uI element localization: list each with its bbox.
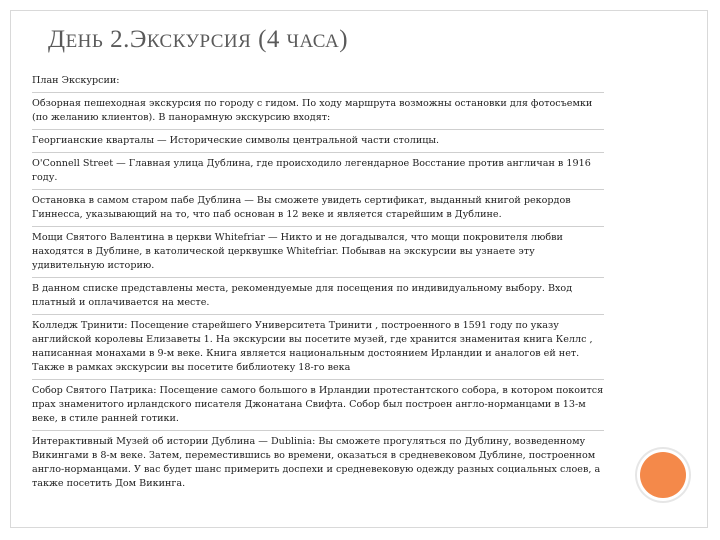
paragraph-st-valentine: Мощи Святого Валентина в церкви Whitefriar — Никто и не догадывался, что мощи покровителя любви находятся в Дублине, в католической церквушке Whitefriar. Побывав на экскурсии вы узнаете эту удивительную историю.: [32, 227, 604, 278]
paragraph-georgian-quarters: Георгианские кварталы — Исторические символы центральной части столицы.: [32, 130, 604, 153]
paragraph-dublinia: Интерактивный Музей об истории Дублина — Dublinia: Вы сможете прогуляться по Дублину, возведенному Викингами в 8-м веке. Затем, переместившись во времени, оказаться в средневековом Дублине, построенном англо-норманцами. У вас будет шанс примерить доспехи и средневековую одежду разных социальных слоев, а также посетить Дом Викинга.: [32, 436, 601, 489]
paragraph-st-patricks: Собор Святого Патрика: Посещение самого большого в Ирландии протестантского собора, в котором покоится прах знаменитого ирландского писателя Джонатана Свифта. Собор был построен англо-норманцами в 13-м веке, в стиле ранней готики.: [32, 380, 604, 431]
paragraph-plan-header: План Экскурсии:: [32, 70, 604, 93]
paragraph-overview: Обзорная пешеходная экскурсия по городу с гидом. По ходу маршрута возможны остановки для фотосъемки (по желанию клиентов). В панорамную экскурсию входят:: [32, 93, 604, 130]
paragraph-optional-places: В данном списке представлены места, рекомендуемые для посещения по индивидуальному выбору. Вход платный и оплачивается на месте.: [32, 278, 604, 315]
paragraph-oldest-pub: Остановка в самом старом пабе Дублина — Вы сможете увидеть сертификат, выданный книгой рекордов Гиннесса, указывающий на то, что паб основан в 12 веке и является старейшим в Дублине.: [32, 190, 604, 227]
decorative-circle: [640, 452, 686, 498]
paragraph-oconnell-street: O'Connell Street — Главная улица Дублина, где происходило легендарное Восстание против англичан в 1916 году.: [32, 153, 604, 190]
paragraph-trinity-college: Колледж Тринити: Посещение старейшего Университета Тринити , построенного в 1591 году по указу английской королевы Елизаветы 1. На экскурсии вы посетите музей, где хранится знаменитая книга Келлс , написанная монахами в 9-м веке. Книга является национальным достоянием Ирландии и аналогов ей нет. Также в рамках экскурсии вы посетите библиотеку 18-го века: [32, 315, 604, 380]
content-body: [32, 70, 604, 495]
page-title: ДЕНЬ 2.ЭКСКУРСИЯ (4 ЧАСА): [48, 26, 349, 53]
